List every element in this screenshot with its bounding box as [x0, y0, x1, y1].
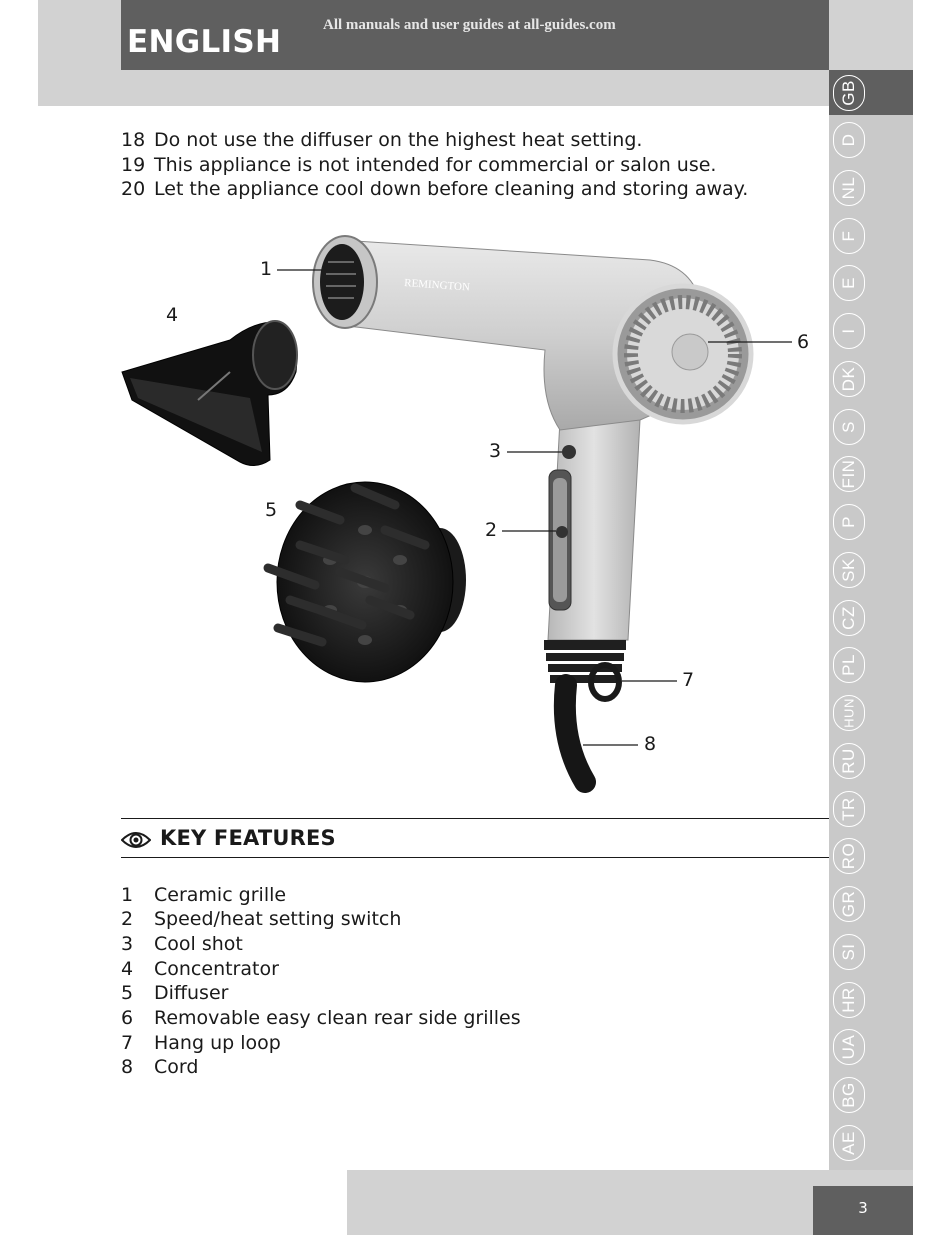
section-rule-bottom — [121, 857, 829, 858]
lang-tab-cz[interactable]: CZ — [833, 600, 865, 636]
feature-item: 8 Cord — [121, 1056, 199, 1078]
lang-tab-tr[interactable]: TR — [833, 791, 865, 827]
diffuser — [268, 482, 466, 682]
callout-2: 2 — [485, 519, 498, 541]
lang-tab-si[interactable]: SI — [833, 934, 865, 970]
callout-5: 5 — [265, 499, 278, 521]
lang-tab-hr[interactable]: HR — [833, 982, 865, 1018]
lang-tab-nl[interactable]: NL — [833, 170, 865, 206]
lang-tab-ro[interactable]: RO — [833, 838, 865, 874]
watermark: All manuals and user guides at all-guides.com — [323, 17, 616, 33]
warning-item: 19 This appliance is not intended for commercial or salon use. — [121, 154, 717, 176]
language-title: ENGLISH — [127, 24, 282, 60]
section-rule-top — [121, 818, 829, 819]
lang-tab-gr[interactable]: GR — [833, 886, 865, 922]
lang-tab-d[interactable]: D — [833, 122, 865, 158]
dryer-handle — [544, 420, 640, 782]
lang-tab-f[interactable]: F — [833, 218, 865, 254]
page-number-box — [813, 1186, 913, 1235]
lang-tab-ru[interactable]: RU — [833, 743, 865, 779]
concentrator — [122, 321, 297, 466]
callout-4: 4 — [166, 304, 179, 326]
eye-icon — [121, 830, 151, 850]
warning-item: 20 Let the appliance cool down before cleaning and storing away. — [121, 178, 749, 200]
warning-item: 18 Do not use the diffuser on the highest heat setting. — [121, 129, 643, 151]
feature-item: 3 Cool shot — [121, 933, 243, 955]
lang-tab-gb[interactable]: GB — [833, 75, 865, 111]
lang-tab-ae[interactable]: AE — [833, 1125, 865, 1161]
callout-8: 8 — [644, 733, 657, 755]
feature-item: 6 Removable easy clean rear side grilles — [121, 1007, 521, 1029]
feature-item: 5 Diffuser — [121, 982, 229, 1004]
lang-tab-hun[interactable]: HUN — [833, 695, 865, 731]
page-number: 3 — [858, 1199, 868, 1217]
callout-6: 6 — [797, 331, 810, 353]
lang-tab-e[interactable]: E — [833, 265, 865, 301]
dryer-body — [313, 236, 751, 430]
feature-item: 1 Ceramic grille — [121, 884, 287, 906]
lang-tab-pl[interactable]: PL — [833, 647, 865, 683]
lang-tab-i[interactable]: I — [833, 313, 865, 349]
brand-logo: REMINGTON — [403, 277, 471, 294]
feature-item: 7 Hang up loop — [121, 1032, 281, 1054]
feature-item: 4 Concentrator — [121, 958, 279, 980]
callout-3: 3 — [489, 440, 502, 462]
lang-tab-fin[interactable]: FIN — [833, 456, 865, 492]
lang-tab-p[interactable]: P — [833, 504, 865, 540]
lang-tab-dk[interactable]: DK — [833, 361, 865, 397]
lang-tab-s[interactable]: S — [833, 409, 865, 445]
section-title: KEY FEATURES — [160, 826, 336, 850]
callout-7: 7 — [682, 669, 695, 691]
feature-item: 2 Speed/heat setting switch — [121, 908, 402, 930]
callout-1: 1 — [260, 258, 273, 280]
lang-tab-ua[interactable]: UA — [833, 1029, 865, 1065]
lang-tab-bg[interactable]: BG — [833, 1077, 865, 1113]
lang-tab-sk[interactable]: SK — [833, 552, 865, 588]
